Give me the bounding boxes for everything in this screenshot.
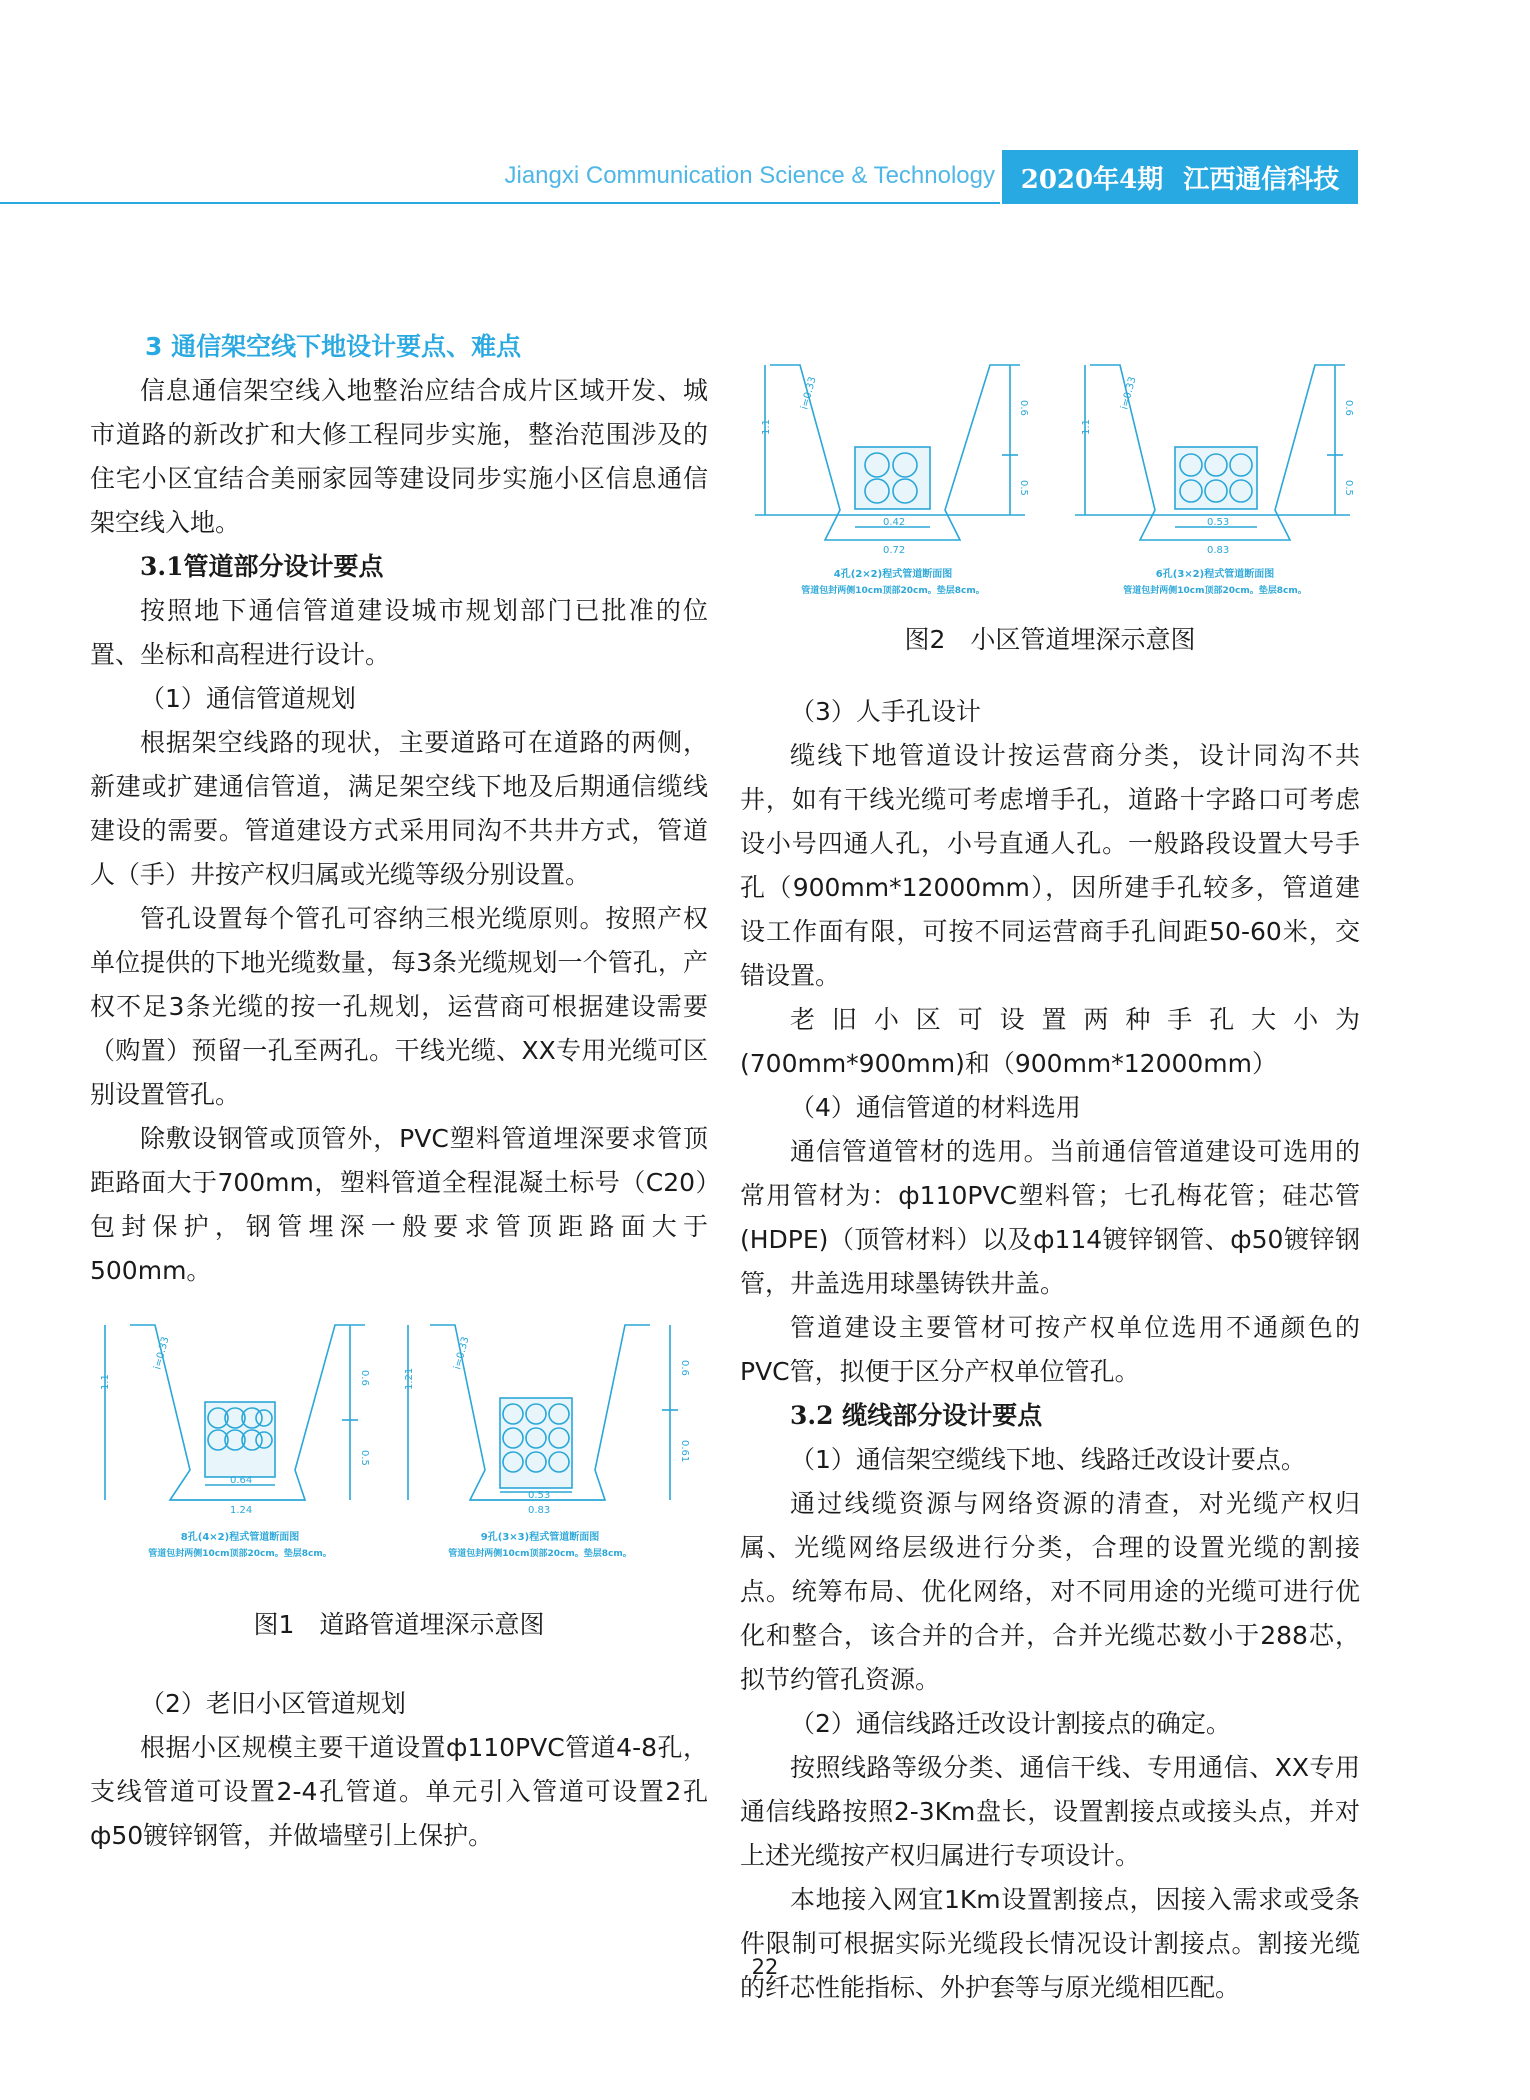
fig2a-title: 4孔(2×2)程式管道断面图: [833, 569, 953, 580]
header-rule: [0, 202, 1000, 204]
section-3-title: 3 通信架空线下地设计要点、难点: [145, 332, 522, 361]
paragraph: 信息通信架空线入地整治应结合成片区域开发、城市道路的新改扩和大修工程同步实施，整治范围涉及的住宅小区宜结合美丽家园等建设同步实施小区信息通信架空线入地。: [90, 376, 708, 537]
fig2b-width-inner: 0.53: [1207, 517, 1230, 528]
fig2a-width-inner: 0.42: [883, 517, 906, 528]
section-3-1-title: 3.1管道部分设计要点: [140, 552, 384, 581]
fig1a-title: 8孔(4×2)程式管道断面图: [180, 1532, 300, 1543]
paragraph: 本地接入网宜1Km设置割接点，因接入需求或受条件限制可根据实际光缆段长情况设计割接点。割接光缆的纤芯性能指标、外护套等与原光缆相匹配。: [740, 1885, 1360, 2002]
paragraph: 老旧小区可设置两种手孔大小为(700mm*900mm)和（900mm*12000mm）: [740, 1005, 1360, 1078]
paragraph: 通过线缆资源与网络资源的清查，对光缆产权归属、光缆网络层级进行分类，合理的设置光缆的割接点。统筹布局、优化网络，对不同用途的光缆可进行优化和整合，该合并的合并，合并光缆芯数小于288芯，拟节约管孔资源。: [740, 1489, 1360, 1694]
fig1b-depth-top: 0.6: [679, 1360, 690, 1376]
fig1b-title: 9孔(3×3)程式管道断面图: [480, 1532, 600, 1543]
figure-1-caption: 图1 道路管道埋深示意图: [253, 1610, 545, 1639]
fig1a-depth-bottom: 0.5: [359, 1450, 370, 1466]
right-column: [740, 690, 1360, 2010]
left-column: [90, 325, 708, 1293]
fig1b-slope: i=0.33: [452, 1335, 472, 1371]
fig2b-depth-bottom: 0.5: [1343, 480, 1354, 496]
figure-2-caption: 图2 小区管道埋深示意图: [904, 625, 1196, 654]
figure-2: [745, 355, 1355, 605]
fig2b-title: 6孔(3×2)程式管道断面图: [1155, 569, 1275, 580]
fig2a-depth-top: 0.6: [1018, 400, 1029, 416]
subheading: （1）通信架空缆线下地、线路迁改设计要点。: [790, 1445, 1306, 1474]
subheading: （2）老旧小区管道规划: [140, 1689, 406, 1718]
journal-name-cn: 江西通信科技: [1183, 164, 1340, 195]
journal-name-en: Jiangxi Communication Science & Technology: [504, 162, 995, 189]
paragraph: 管道建设主要管材可按产权单位选用不通颜色的PVC管，拟便于区分产权单位管孔。: [740, 1313, 1360, 1386]
fig1a-note: 管道包封两侧10cm顶部20cm。垫层8cm。: [148, 1549, 332, 1559]
subheading: （3）人手孔设计: [790, 697, 981, 726]
fig2a-section: [755, 365, 1029, 596]
fig2a-note: 管道包封两侧10cm顶部20cm。垫层8cm。: [801, 586, 985, 596]
fig2b-depth-top: 0.6: [1343, 400, 1354, 416]
fig1b-note: 管道包封两侧10cm顶部20cm。垫层8cm。: [448, 1549, 632, 1559]
paragraph: 除敷设钢管或顶管外，PVC塑料管道埋深要求管顶距路面大于700mm，塑料管道全程混凝土标号（C20）包封保护，钢管埋深一般要求管顶距路面大于500mm。: [90, 1124, 708, 1285]
subheading: （4）通信管道的材料选用: [790, 1093, 1081, 1122]
paragraph: 缆线下地管道设计按运营商分类，设计同沟不共井，如有干线光缆可考虑增手孔，道路十字路口可考虑设小号四通人孔，小号直通人孔。一般路段设置大号手孔（900mm*12000mm），因所建手孔较多，管道建设工作面有限，可按不同运营商手孔间距50-60米，交错设置。: [740, 741, 1360, 990]
paragraph: 根据小区规模主要干道设置ф110PVC管道4-8孔，支线管道可设置2-4孔管道。单元引入管道可设置2孔ф50镀锌钢管，并做墙壁引上保护。: [90, 1733, 708, 1850]
figure-1-drawing: [90, 1310, 690, 1570]
paragraph: 按照线路等级分类、通信干线、专用通信、XX专用通信线路按照2-3Km盘长，设置割接点或接头点，并对上述光缆按产权归属进行专项设计。: [740, 1753, 1360, 1870]
figure-1: [90, 1310, 690, 1570]
fig2a-width-outer: 0.72: [883, 545, 906, 556]
fig1a-depth-top: 0.6: [359, 1370, 370, 1386]
fig1a-width-outer: 1.24: [230, 1505, 253, 1516]
subheading: （2）通信线路迁改设计割接点的确定。: [790, 1709, 1231, 1738]
paragraph: 管孔设置每个管孔可容纳三根光缆原则。按照产权单位提供的下地光缆数量，每3条光缆规划一个管孔，产权不足3条光缆的按一孔规划，运营商可根据建设需要（购置）预留一孔至两孔。干线光缆、XX专用光缆可区别设置管孔。: [90, 904, 708, 1109]
fig1b-width-inner: 0.53: [528, 1490, 551, 1501]
issue-label: 2020年4期: [1020, 164, 1164, 195]
fig1b-depth-bottom: 0.61: [679, 1440, 690, 1463]
fig2a-depth-total: 1.1: [761, 419, 772, 435]
left-column-bottom: [90, 1682, 708, 1858]
fig2a-depth-bottom: 0.5: [1018, 480, 1029, 496]
page-number: 22: [751, 1955, 779, 1979]
fig2a-slope: i=0.33: [799, 375, 819, 411]
fig2b-width-outer: 0.83: [1207, 545, 1230, 556]
paragraph: 根据架空线路的现状，主要道路可在道路的两侧，新建或扩建通信管道，满足架空线下地及后期通信缆线建设的需要。管道建设方式采用同沟不共井方式，管道人（手）井按产权归属或光缆等级分别设置。: [90, 728, 708, 889]
fig2b-depth-total: 1.1: [1081, 419, 1092, 435]
section-3-2-title: 3.2 缆线部分设计要点: [790, 1401, 1043, 1430]
fig1a-slope: i=0.33: [152, 1335, 172, 1371]
fig2b-slope: i=0.33: [1119, 375, 1139, 411]
subheading: （1）通信管道规划: [140, 684, 356, 713]
paragraph: 按照地下通信管道建设城市规划部门已批准的位置、坐标和高程进行设计。: [90, 596, 708, 669]
fig1b-width-outer: 0.83: [528, 1505, 551, 1516]
fig1b-section: [404, 1325, 690, 1559]
paragraph: 通信管道管材的选用。当前通信管道建设可选用的常用管材为：ф110PVC塑料管；七孔梅花管；硅芯管(HDPE)（顶管材料）以及ф114镀锌钢管、ф50镀锌钢管，井盖选用球墨铸铁井盖。: [740, 1137, 1360, 1298]
figure-2-drawing: [745, 355, 1355, 605]
fig1b-depth-total: 1.21: [404, 1367, 415, 1390]
fig2b-section: [1075, 365, 1354, 596]
fig2b-note: 管道包封两侧10cm顶部20cm。垫层8cm。: [1123, 586, 1307, 596]
fig1a-depth-total: 1.1: [100, 1374, 111, 1390]
fig1a-width-inner: 0.64: [230, 1475, 253, 1486]
issue-banner: [1002, 150, 1358, 204]
fig1a-section: [100, 1325, 370, 1559]
